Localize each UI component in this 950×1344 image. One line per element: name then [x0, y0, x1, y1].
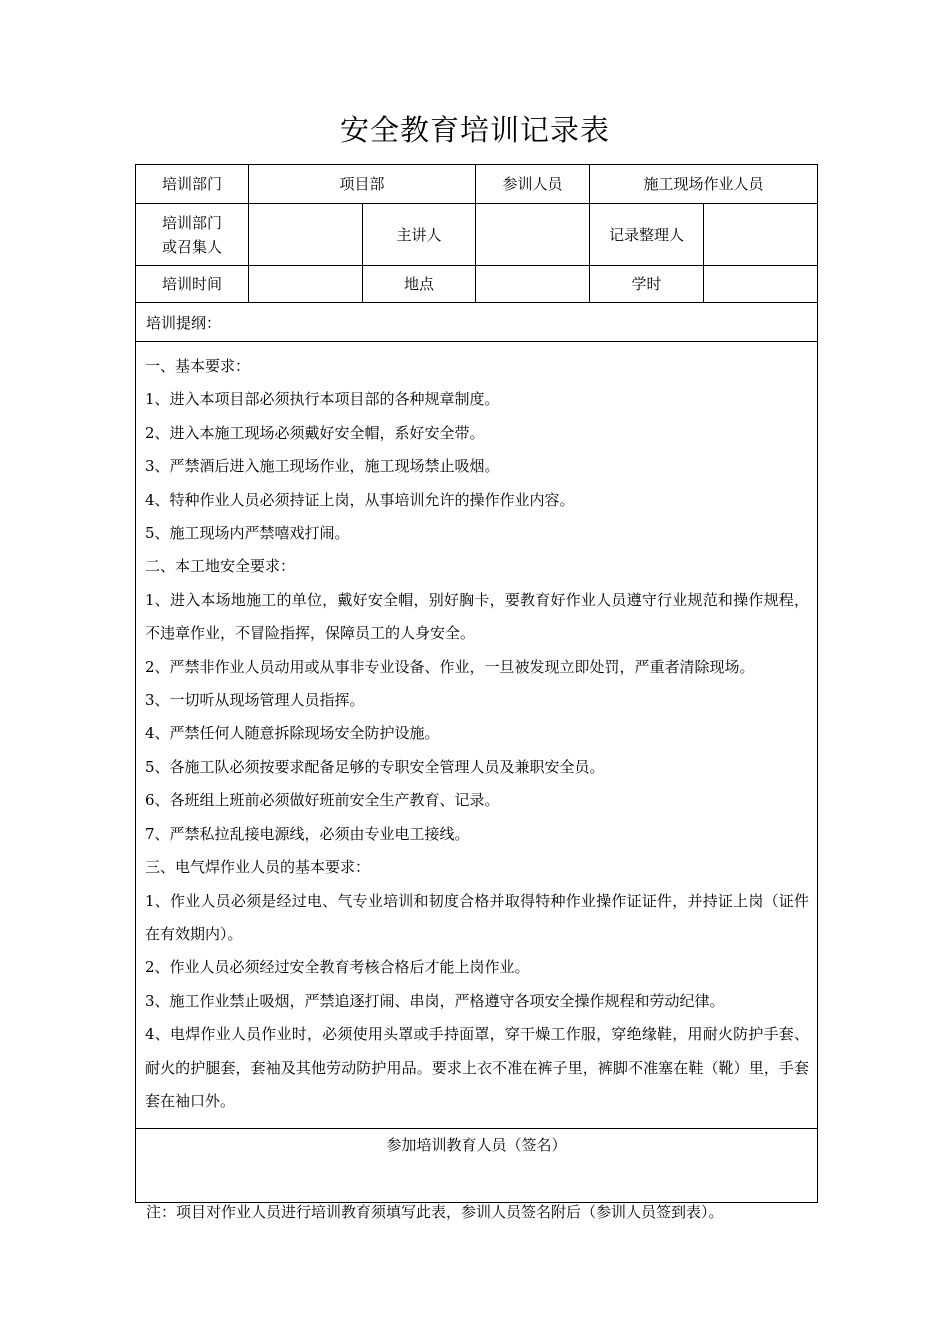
location-value[interactable]: [476, 266, 590, 303]
participants-value[interactable]: 施工现场作业人员: [590, 165, 818, 204]
content-item: 2、严禁非作业人员动用或从事非专业设备、作业，一旦被发现立即处罚，严重者清除现场。: [145, 657, 755, 676]
footnote: 注：项目对作业人员进行培训教育须填写此表，参训人员签名附后（参训人员签到表）。: [146, 1203, 724, 1221]
hours-label: 学时: [590, 266, 704, 303]
speaker-value[interactable]: [476, 204, 590, 266]
content-item: 1、进入本场地施工的单位，戴好安全帽，别好胸卡，要教育好作业人员遵守行业规范和操作规程，不违章作业，不冒险指挥，保障员工的人身安全。: [145, 590, 810, 643]
signature-area[interactable]: [136, 1129, 818, 1203]
row-time: [136, 266, 818, 303]
organizer-label-line1: 培训部门: [161, 213, 222, 232]
organizer-label: [136, 204, 249, 266]
row-signature: [136, 1129, 818, 1203]
time-value[interactable]: [249, 266, 363, 303]
dept-label: 培训部门: [136, 165, 249, 204]
content-item: 4、严禁任何人随意拆除现场安全防护设施。: [145, 724, 440, 743]
row-department: [136, 165, 818, 204]
content-item: 4、特种作业人员必须持证上岗，从事培训允许的操作作业内容。: [145, 490, 575, 509]
content-item: 2、作业人员必须经过安全教育考核合格后才能上岗作业。: [145, 958, 530, 977]
content-item: 1、进入本项目部必须执行本项目部的各种规章制度。: [145, 390, 500, 409]
content-item: 3、严禁酒后进入施工现场作业，施工现场禁止吸烟。: [145, 457, 500, 476]
training-content: [136, 342, 818, 1129]
hours-value[interactable]: [704, 266, 818, 303]
content-item: 3、施工作业禁止吸烟，严禁追逐打闹、串岗，严格遵守各项安全操作规程和劳动纪律。: [145, 991, 725, 1010]
organizer-value[interactable]: [249, 204, 363, 266]
location-label: 地点: [363, 266, 476, 303]
content-item: 2、进入本施工现场必须戴好安全帽，系好安全带。: [145, 423, 485, 442]
row-outline: [136, 303, 818, 342]
training-record-table: [135, 164, 818, 1203]
time-label: 培训时间: [136, 266, 249, 303]
page-title: 安全教育培训记录表: [339, 113, 610, 147]
organizer-label-line2: 或召集人: [161, 237, 222, 256]
content-item: 5、施工现场内严禁嘻戏打闹。: [145, 524, 350, 543]
content-item: 1、作业人员必须是经过电、气专业培训和韧度合格并取得特种作业操作证证件，并持证上岗（证件在有效期内）。: [145, 891, 810, 943]
outline-label: 培训提纲：: [136, 303, 818, 342]
speaker-label: 主讲人: [363, 204, 476, 266]
content-item: 6、各班组上班前必须做好班前安全生产教育、记录。: [145, 791, 500, 810]
content-item: 5、各施工队必须按要求配备足够的专职安全管理人员及兼职安全员。: [145, 757, 605, 776]
recorder-value[interactable]: [704, 204, 818, 266]
content-item: 3、一切听从现场管理人员指挥。: [145, 691, 365, 710]
row-content: [136, 342, 818, 1129]
recorder-label: 记录整理人: [590, 204, 704, 266]
row-organizer: [136, 204, 818, 266]
section-heading: 三、电气焊作业人员的基本要求：: [145, 858, 371, 877]
signature-label: 参加培训教育人员（签名）: [386, 1136, 567, 1154]
content-item: 4、电焊作业人员作业时，必须使用头罩或手持面罩，穿干燥工作服，穿绝缘鞋，用耐火防护手套、耐火的护腿套，套袖及其他劳动防护用品。要求上衣不准在裤子里，裤脚不准塞在鞋（靴）里，手套套在袖口外。: [145, 1025, 810, 1110]
content-item: 7、严禁私拉乱接电源线，必须由专业电工接线。: [145, 824, 470, 843]
dept-value[interactable]: 项目部: [249, 165, 476, 204]
participants-label: 参训人员: [476, 165, 590, 204]
section-heading: 二、本工地安全要求：: [145, 557, 296, 576]
section-heading: 一、基本要求：: [145, 357, 251, 375]
